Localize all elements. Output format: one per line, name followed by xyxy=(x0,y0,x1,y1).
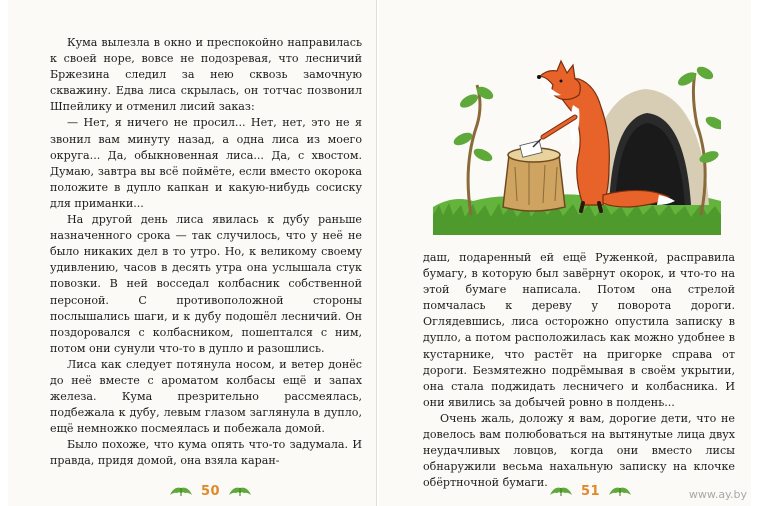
left-page xyxy=(8,0,377,506)
paragraph: — Нет, я ничего не просил... Нет, нет, это не я звонил вам минуту назад, а одна лиса из моего округа... Да, обыкновенная лиса... Да, с хвостом. Думаю, завтра вы всё поймёте, если вместо окорока положите в дупло капкан и какую-нибудь сосиску для приманки... xyxy=(50,116,362,210)
paragraph-continuation: даш, подаренный ей ещё Руженкой, расправила бумагу, в которую был завёрнут окорок, и что-то на этой бумаге написала. Потом она стрелой помчалась к дереву у поворота дороги. Оглядевшись, лиса осторожно опустила записку в дупло, а потом расположилась как можно удобнее в кустарнике, что растёт на пригорке справа от дороги. Безмятежно подрёмывая в своём укрытии, она стала поджидать лесничего и колбасника. И они явились за добычей ровно в полдень... xyxy=(423,251,735,409)
right-page-text xyxy=(423,250,735,491)
paragraph: Лиса как следует потянула носом, и ветер донёс до неё вместе с ароматом колбасы ещё и запах железа. Кума презрительно рассмеялась, подбежала к дубу, левым глазом заглянула в дупло, ещё немножко посмеялась и побежала домой. xyxy=(50,357,362,436)
fox-writing-on-stump-icon xyxy=(433,55,721,235)
paragraph: Очень жаль, доложу я вам, дорогие дети, что не довелось вам полюбоваться на вытянутые лица двух неудачливых ловцов, когда они вместо лисы обнаружили весьма нахальную записку на клочке обёртночной бумаги. xyxy=(423,411,735,490)
leaf-ornament-icon xyxy=(227,484,253,498)
paragraph: Было похоже, что кума опять что-то задумала. И правда, придя домой, она взяла каран- xyxy=(50,438,362,468)
paragraph: Кума вылезла в окно и преспокойно направилась к своей норе, вовсе не подозревая, что лесничий Бржезина следил за нею сквозь замочную скважину. Едва лиса скрылась, он тотчас позвонил Шпейлику и отменил лисий заказ: xyxy=(50,36,362,114)
leaf-ornament-icon xyxy=(548,484,574,498)
leaf-ornament-icon xyxy=(168,484,194,498)
left-page-folio xyxy=(168,480,253,502)
right-page-folio xyxy=(548,480,633,502)
leaf-ornament-icon xyxy=(607,484,633,498)
page-number: 50 xyxy=(201,483,221,499)
watermark: www.ay.by xyxy=(688,488,747,501)
paragraph: На другой день лиса явилась к дубу раньше назначенного срока — так случилось, что у неё не было никаких дел в то утро. Но, к великому своему удивлению, часов в десять утра она услышала стук повозки. В ней восседал колбасник собственной персоной. С противоположной стороны послышались шаги, и к дубу подошёл лесничий. Он поздоровался с колбасником, пошептался с ним, потом они сунули что-то в дупло и разошлись. xyxy=(50,213,362,355)
left-page-text xyxy=(50,35,362,470)
page-number: 51 xyxy=(581,483,601,499)
